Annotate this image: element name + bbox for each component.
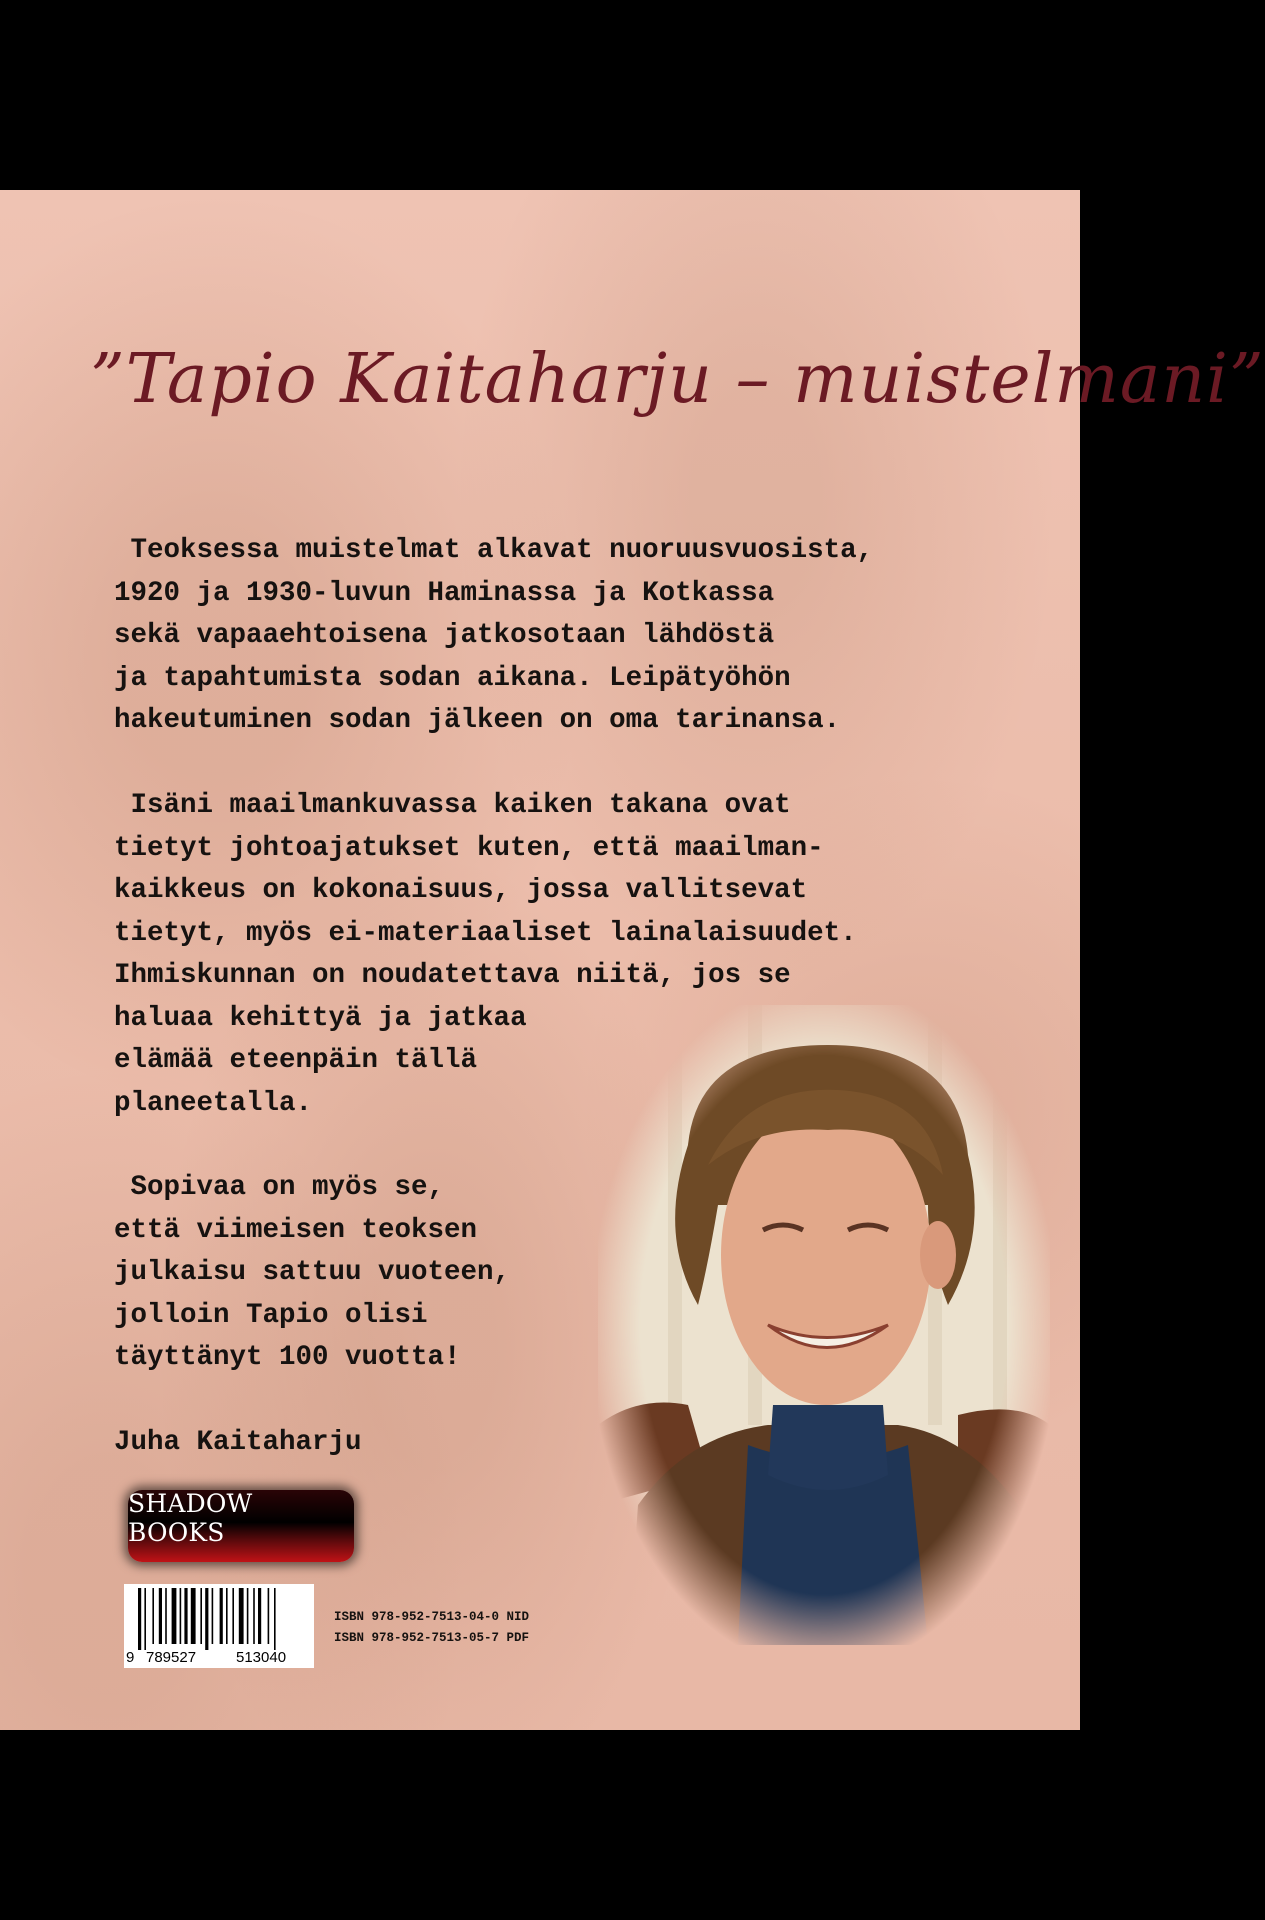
barcode-bar [159,1588,162,1644]
isbn-pdf: ISBN 978-952-7513-05-7 PDF [334,1631,530,1645]
barcode-bar [232,1588,234,1644]
barcode-bar [253,1588,255,1644]
isbn-nid: ISBN 978-952-7513-04-0 NID [334,1610,530,1624]
publisher-logo [128,1490,354,1562]
barcode-bar [247,1588,249,1644]
author-portrait-photo [598,1005,1050,1645]
barcode-bar [220,1588,223,1644]
barcode-bar [184,1588,187,1644]
isbn-barcode [124,1584,314,1668]
barcode-bar [212,1588,214,1644]
barcode-bar [191,1588,196,1644]
barcode-bar [268,1588,270,1644]
barcode-digits-left: 789527 [146,1649,197,1666]
publisher-logo-text: SHADOW BOOKS [128,1489,253,1547]
author-signature: Juha Kaitaharju [114,1427,362,1458]
barcode-bar [172,1588,177,1644]
barcode-digit-prefix: 9 [126,1649,135,1666]
barcode-bar [180,1588,182,1644]
barcode-bar [138,1588,141,1650]
intro-paragraph: Teoksessa muistelmat alkavat nuoruusvuosista, 1920 ja 1930-luvun Haminassa ja Kotkassa sekä vapaaehtoisena jatkosotaan lähdöstä ja tapahtumista sodan aikana. Leipätyöhön hakeutuminen sodan jälkeen on oma tarinansa. [114,535,874,736]
barcode-bar [152,1588,154,1644]
barcode-bar [165,1588,167,1644]
barcode-bar [258,1588,261,1644]
worldview-paragraph: Isäni maailmankuvassa kaiken takana ovat tietyt johtoajatukset kuten, että maailman- kaikkeus on kokonaisuus, jossa vallitsevat tietyt, myös ei-materiaaliset lainalaisuudet. Ihmiskunnan on noudatettava niitä, jos se haluaa kehittyä ja jatkaa elämää eteenpäin tällä planeetalla. [114,790,857,1119]
barcode-bar [274,1588,276,1650]
barcode-digits-right: 513040 [236,1649,287,1666]
barcode-bar [239,1588,244,1644]
closing-paragraph: Sopivaa on myös se, että viimeisen teoksen julkaisu sattuu vuoteen, jolloin Tapio olisi täyttänyt 100 vuotta! [114,1172,511,1373]
barcode-bar [144,1588,146,1650]
barcode-bar [226,1588,228,1644]
book-back-cover [0,190,1265,1730]
cover-title: ”Tapio Kaitaharju – muistelmani” [90,340,1265,419]
barcode-bar [205,1588,208,1650]
barcode-bar [200,1588,202,1644]
